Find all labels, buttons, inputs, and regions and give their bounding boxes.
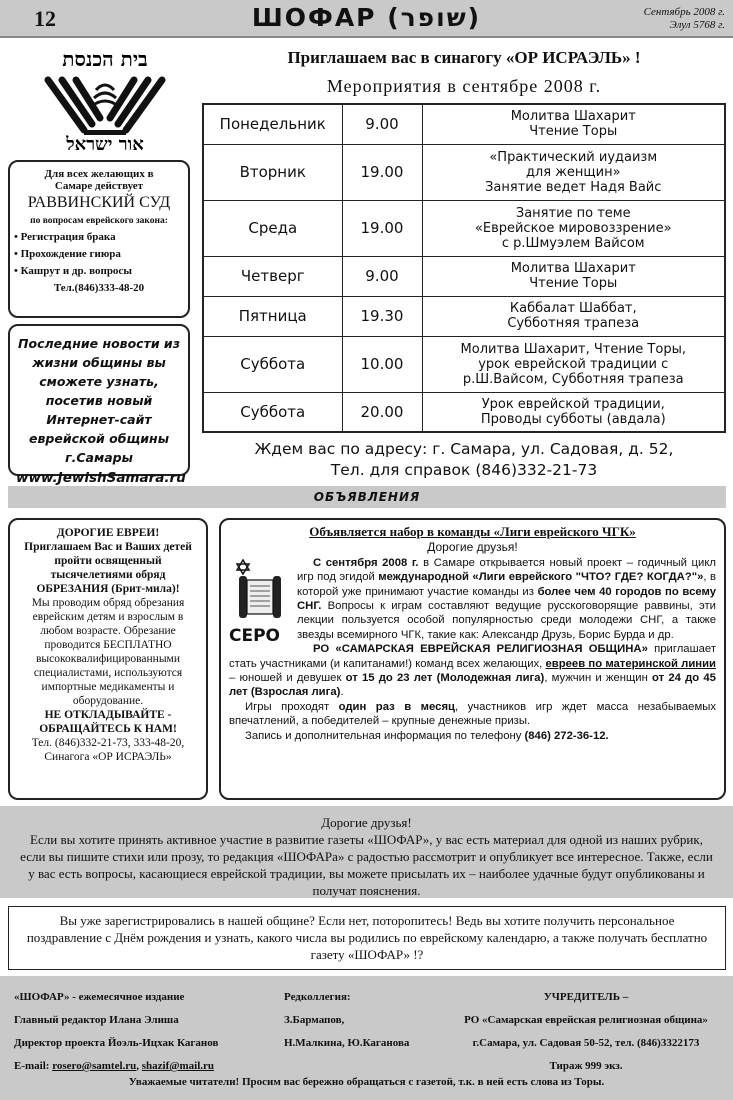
activity-line: Занятие ведет Надя Вайс [485, 179, 662, 195]
court-line2: Самаре действует [54, 180, 144, 192]
logo-hebrew-bottom: אור ישראל [66, 134, 144, 154]
schedule-row [203, 256, 725, 296]
chgk-league-announcement [219, 518, 726, 800]
circ-contact-phone: Тел. (846)332-21-73, 333-48-20, [31, 737, 185, 749]
schedule-time: 20.00 [342, 392, 422, 432]
schedule-row [203, 392, 725, 432]
synagogue-invitation: Приглашаем вас в синагогу «ОР ИСРАЭЛЬ» ! [287, 48, 641, 67]
circ-call: НЕ ОТКЛАДЫВАЙТЕ - ОБРАЩАЙТЕСЬ К НАМ! [39, 709, 177, 735]
date-gregorian: Сентябрь 2008 г. [643, 6, 725, 18]
menorah-icon [14, 44, 196, 154]
activity-line: Молитва Шахарит [510, 261, 636, 276]
schedule-day: Суббота [203, 336, 342, 392]
circ-heading: ДОРОГИЕ ЕВРЕИ! [56, 527, 160, 539]
footer-founder-org: РО «Самарская еврейская религиозная община» [464, 1014, 708, 1026]
activity-line: Урок еврейской традиции, [481, 396, 665, 412]
activity-line: Субботняя трапеза [507, 316, 640, 331]
chgk-paragraph-4: Запись и дополнительная информация по телефону (846) 272-36-12. [245, 729, 609, 742]
chgk-paragraph-2: РО «САМАРСКАЯ ЕВРЕЙСКАЯ РЕЛИГИОЗНАЯ ОБЩИНА» приглашает стать участниками (и капитанами!) команд всех желающих, евреев по материнской линии – юношей и девушек от 15 до 23 лет (Молодежная лига), мужчин и женщин от 24 до 45 лет (Взрослая лига). [229, 643, 716, 699]
court-title: РАВВИНСКИЙ СУД [27, 194, 171, 211]
schedule-row [203, 336, 725, 392]
chgk-paragraph-3: Игры проходят один раз в месяц, участников игр ждет масса незабываемых впечатлений, а победителей – крупные денежные призы. [229, 700, 716, 728]
schedule-table [202, 103, 726, 433]
schedule-day: Вторник [203, 144, 342, 200]
events-title: Мероприятия в сентябре 2008 г. [326, 76, 602, 96]
cero-logo-text: CEPO [229, 626, 280, 647]
chgk-paragraph-1: С сентября 2008 г. в Самаре открывается новый проект – годичный цикл игр под эгидой международной «Лиги еврейского "ЧТО? ГДЕ? КОГДА?"», в которой уже принимают участие команды из более чем 40 городов по всему СНГ. Вопросы к играм составляют ведущие русскоговорящие раввины, эти лекции пользуется особой популярностью среди молодежи СНГ, а также звезды всемирного ЧГК, такие как: Александр Друзь, Борис Бурда и др. [297, 556, 717, 641]
activity-line: Чтение Торы [529, 124, 618, 140]
footer-founder-address: г.Самара, ул. Садовая 50-52, тел. (846)3322173 [472, 1037, 700, 1049]
footer-editorial-board [284, 986, 444, 1055]
website-link[interactable]: www.JewishSamara.ru [16, 470, 186, 486]
court-subtitle: по вопросам еврейского закона: [30, 216, 168, 226]
footer-readers-note: Уважаемые читатели! Просим вас бережно обращаться с газетой, т.к. в ней есть слова из Торы. [128, 1076, 605, 1088]
schedule-day: Пятница [203, 296, 342, 336]
circ-contact-place: Синагога «ОР ИСРАЭЛЬ» [44, 751, 172, 763]
schedule-day: Среда [203, 200, 342, 256]
synagogue-address [200, 439, 728, 481]
news-website-box [8, 324, 190, 486]
synagogue-logo [14, 44, 196, 154]
footer-board-member: Н.Малкина, Ю.Каганова [284, 1037, 410, 1049]
friends-text: Если вы хотите принять активное участие в развитие газеты «ШОФАР», у вас есть материал для одной из наших рубрик, если вы пишите стихи или прозу, то редакция «ШОФАРа» с радостью рассмотрит и опубликует все интересное. Также, если у вас есть вопросы, касающиеся еврейской традиции, вы можете присылать их – наиболее удачные будут опубликованы и получат пояснения. [20, 832, 713, 898]
schedule-activity [422, 200, 725, 256]
activity-line: Занятие по теме [515, 205, 631, 221]
schedule-time: 9.00 [342, 104, 422, 144]
page-footer [0, 976, 733, 1100]
issue-date [644, 6, 725, 32]
schedule-day: Понедельник [203, 104, 342, 144]
footer-board-member: З.Бармапов, [284, 1014, 345, 1026]
circ-body: Мы проводим обряд обрезания еврейским детям и взрослым в любом возрасте. Обрезание проводится БЕСПЛАТНО высококвалифицированными специалистами, используются импортные медикаменты и оборудование. [31, 597, 185, 707]
footer-founder [440, 986, 732, 1078]
schedule-activity [422, 104, 725, 144]
activity-line: для женщин» [525, 164, 621, 180]
schedule-activity [422, 144, 725, 200]
footer-founder-title: УЧРЕДИТЕЛЬ – [543, 991, 629, 1003]
schedule-activity [422, 256, 725, 296]
circumcision-announcement [8, 518, 208, 800]
court-services-list [14, 229, 184, 280]
activity-line: урок еврейской традиции с [478, 356, 669, 372]
schedule-day: Четверг [203, 256, 342, 296]
activity-line: «Еврейское мировоззрение» [474, 220, 672, 236]
footer-editor: Главный редактор Илана Элиша [14, 1014, 179, 1026]
schedule-time: 19.00 [342, 144, 422, 200]
schedule-row [203, 200, 725, 256]
activity-line: «Практический иудаизм [489, 149, 658, 165]
court-service-item: • Прохождение гиюра [14, 248, 121, 260]
court-service-item: • Кашрут и др. вопросы [14, 265, 132, 277]
footer-publisher-info [14, 986, 274, 1078]
torah-scroll-icon [229, 558, 291, 622]
page-number: 12 [34, 6, 56, 31]
footer-email: E-mail: rosero@samtel.ru, shazif@mail.ru [14, 1060, 215, 1072]
schedule-time: 19.00 [342, 200, 422, 256]
contributors-appeal [0, 806, 733, 898]
masthead: ШОФАР (שופר) [251, 3, 482, 32]
circ-invitation: Приглашаем Вас и Ваших детей пройти освященный тысячелетиями обряд ОБРЕЗАНИЯ (Брит-мила)! [24, 541, 192, 595]
schedule-day: Суббота [203, 392, 342, 432]
email-link-shazif[interactable]: shazif@mail.ru [141, 1060, 215, 1072]
phone-line: Тел. для справок (846)332-21-73 [330, 461, 598, 479]
announcements-header: ОБЪЯВЛЕНИЯ [8, 486, 726, 508]
friends-greeting: Дорогие друзья! [321, 815, 412, 830]
rabbinical-court-box [8, 160, 190, 318]
activity-line: с р.Шмуэлем Вайсом [501, 235, 645, 251]
page-header [0, 0, 733, 38]
email-link-rosero[interactable]: rosero@samtel.ru [52, 1060, 137, 1072]
schedule-time: 19.30 [342, 296, 422, 336]
registration-appeal: Вы уже зарегистрировались в нашей общине? Если нет, поторопитесь! Ведь вы хотите получить персональное поздравление с Днём рождения и узнать, какого числа вы родились по еврейскому календарю, а также получать бесплатно газету «ШОФАР» !? [8, 906, 726, 970]
schedule-row [203, 296, 725, 336]
activity-line: Чтение Торы [529, 276, 618, 291]
schedule-time: 9.00 [342, 256, 422, 296]
footer-edition: «ШОФАР» - ежемесячное издание [14, 991, 185, 1003]
footer-board-title: Редколлегия: [284, 991, 351, 1003]
footer-director: Директор проекта Йоэль-Ицхак Каганов [14, 1037, 219, 1049]
footer-circulation: Тираж 999 экз. [549, 1060, 623, 1072]
court-service-item: • Регистрация брака [14, 231, 116, 243]
activity-line: Проводы субботы (авдала) [480, 411, 666, 427]
court-line1: Для всех желающих в [44, 168, 154, 180]
schedule-activity [422, 392, 725, 432]
schedule-row [203, 144, 725, 200]
activity-line: Каббалат Шаббат, [509, 301, 637, 316]
activity-line: р.Ш.Вайсом, Субботняя трапеза [462, 371, 684, 387]
address-line: Ждем вас по адресу: г. Самара, ул. Садовая, д. 52, [254, 440, 674, 458]
activity-line: Молитва Шахарит, Чтение Торы, [460, 341, 686, 357]
torah-scroll-logo [229, 558, 291, 647]
court-phone: Тел.(846)333-48-20 [53, 282, 145, 294]
activity-line: Молитва Шахарит [510, 109, 636, 125]
chgk-greeting: Дорогие друзья! [427, 540, 518, 555]
chgk-title: Объявляется набор в команды «Лиги еврейского ЧГК» [309, 524, 636, 539]
schedule-time: 10.00 [342, 336, 422, 392]
schedule-activity [422, 296, 725, 336]
schedule-activity [422, 336, 725, 392]
logo-hebrew-top: בית הכנסת [62, 47, 148, 71]
date-hebrew: Элул 5768 г. [669, 19, 725, 31]
schedule-row [203, 104, 725, 144]
news-text: Последние новости из жизни общины вы сможете узнать, посетив новый Интернет-сайт еврейской общины г.Самары [18, 336, 180, 465]
